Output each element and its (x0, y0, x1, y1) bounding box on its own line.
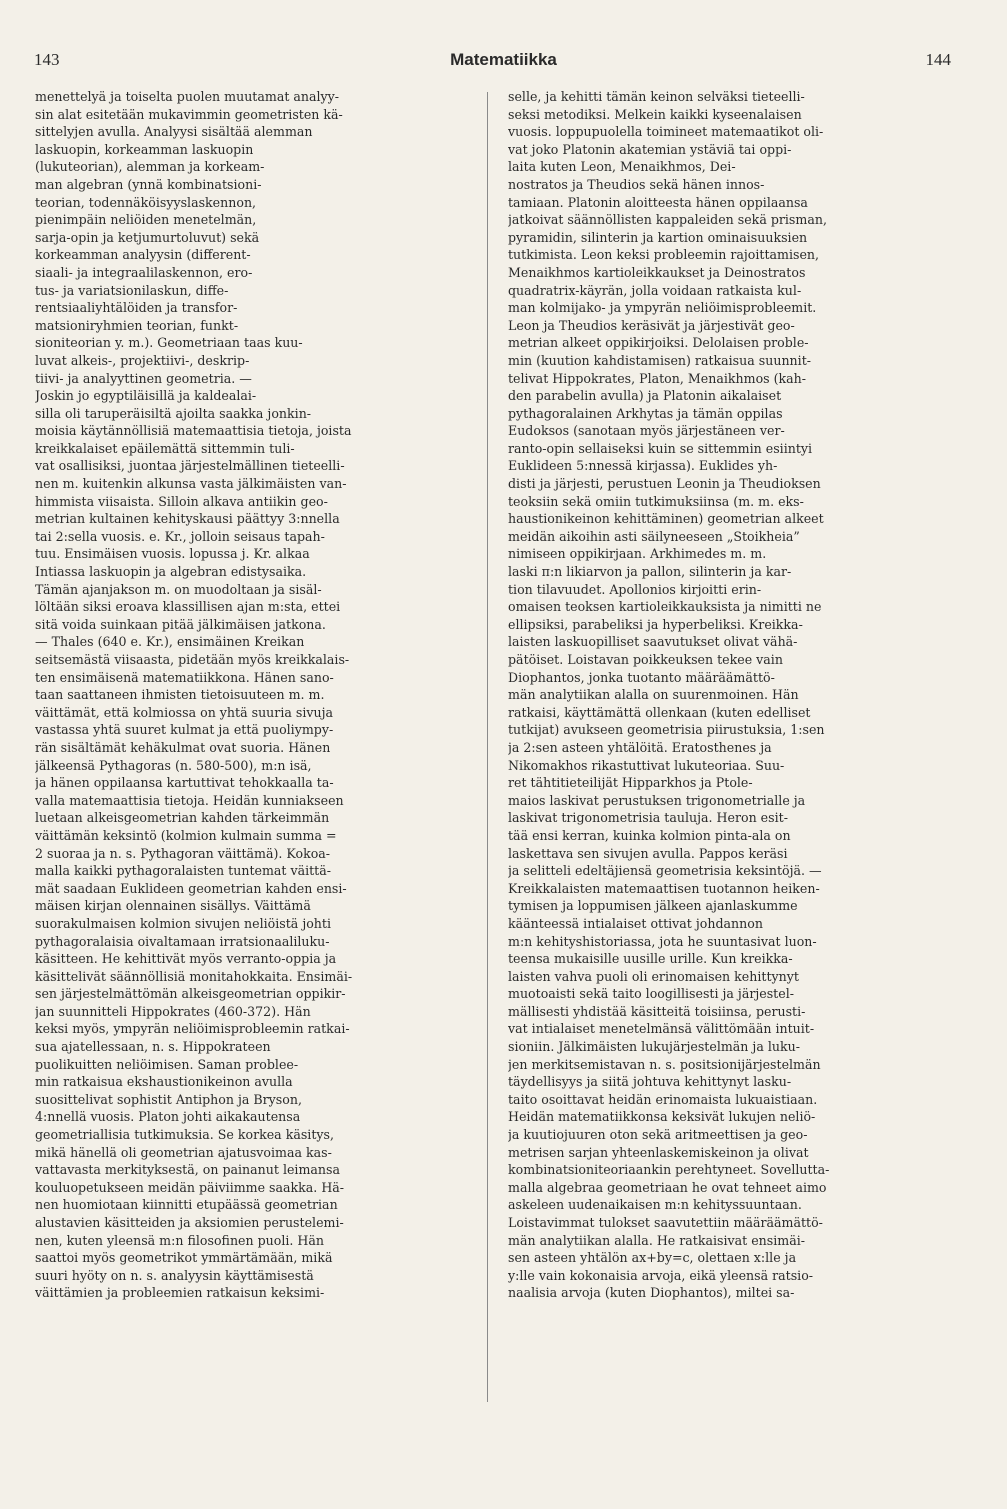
text-line: ja kuutiojuuren oton sekä aritmeettisen ja geo- (508, 1127, 808, 1143)
text-line: Euklideen 5:nnessä kirjassa). Euklides yh- (508, 458, 778, 474)
text-line: suosittelivat sophistit Antiphon ja Bryson, (35, 1091, 302, 1107)
text-line: 2 suoraa ja n. s. Pythagoran väittämä). Kokoa- (35, 845, 331, 861)
text-line: m:n kehityshistoriassa, jota he suuntasivat luon- (508, 933, 817, 949)
text-line: Nikomakhos rikastuttivat lukuteoriaa. Suu- (508, 757, 785, 773)
text-line: Loistavimmat tulokset saavutettiin määräämättö- (508, 1215, 823, 1230)
text-line: sioniteorian y. m.). Geometriaan taas kuu- (35, 335, 303, 351)
text-line: seitsemästä viisaasta, pidetään myös kreikkalais- (35, 652, 350, 667)
text-line: vuosis. loppupuolella toimineet matemaatikot oli- (508, 124, 824, 140)
text-line: malla algebraa geometriaan he ovat tehneet aimo (508, 1179, 827, 1195)
text-line: käsitteen. He kehittivät myös verranto-oppia ja (35, 951, 337, 967)
column-divider (487, 92, 488, 1402)
text-line: nen, kuten yleensä m:n filosofinen puoli. Hän (35, 1232, 325, 1248)
text-line: pyramidin, silinterin ja kartion ominaisuuksien (508, 229, 808, 245)
text-line: sitä voida suinkaan pitää jälkimäisen jatkona. (35, 616, 326, 632)
text-line: valla matemaattisia tietoja. Heidän kunniakseen (35, 792, 344, 808)
text-line: nen huomiotaan kiinnitti etupäässä geometrian (35, 1197, 338, 1213)
text-line: ten ensimäisenä matematiikkona. Hänen sano- (35, 669, 334, 685)
text-line: muotoaisti sekä taito loogillisesti ja järjestel- (508, 986, 794, 1002)
text-line: män analytiikan alalla on suurenmoinen. Hän (508, 687, 799, 703)
text-line: Heidän matematiikkonsa keksivät lukujen neliö- (508, 1109, 816, 1125)
text-line: sin alat esitetään mukavimmin geometristen kä- (35, 106, 343, 122)
text-line: laskettava sen sivujen avulla. Pappos keräsi (508, 845, 788, 861)
text-line: vastassa yhtä suuret kulmat ja että puoliympy- (35, 722, 334, 738)
text-line: meidän aikoihin asti säilyneeseen „Stoikheia” (508, 528, 800, 544)
text-line: ranto-opin sellaiseksi kuin se sittemmin esiintyi (508, 440, 813, 456)
text-line: naalisia arvoja (kuten Diophantos), miltei sa- (508, 1285, 795, 1301)
text-line: pythagoralainen Arkhytas ja tämän oppilas (508, 405, 783, 421)
text-line: ja selitteli edeltäjiensä geometrisia keksintöjä. — (508, 863, 822, 879)
text-line: kouluopetukseen meidän päiviimme saakka. Hä- (35, 1179, 345, 1195)
text-line: geometriallisia tutkimuksia. Se korkea käsitys, (35, 1127, 334, 1143)
text-line: Kreikkalaisten matemaattisen tuotannon heiken- (508, 880, 820, 896)
text-line: min ratkaisua ekshaustionikeinon avulla (35, 1074, 293, 1090)
text-line: Eudoksos (sanotaan myös järjestäneen ver- (508, 423, 785, 439)
text-line: luvat alkeis-, projektiivi-, deskrip- (35, 352, 250, 368)
text-line: mällisesti yhdistää käsitteitä toisiinsa, perusti- (508, 1003, 806, 1019)
text-line: mät saadaan Euklideen geometrian kahden ensi- (35, 880, 347, 896)
text-line: rän sisältämät kehäkulmat ovat suoria. Hänen (35, 739, 331, 755)
text-line: Diophantos, jonka tuotanto määräämättö- (508, 669, 775, 685)
text-line: kombinatsioniteoriaankin perehtyneet. Sovellutta- (508, 1162, 830, 1178)
text-line: metrian alkeet oppikirjoiksi. Delolaisen proble- (508, 335, 809, 351)
text-line: alustavien käsitteiden ja aksiomien perustelemi- (35, 1215, 344, 1230)
text-line: vat joko Platonin akatemian ystäviä tai oppi- (508, 141, 792, 157)
text-line: teoksiin sekä omiin tutkimuksiinsa (m. m. eks- (508, 493, 804, 509)
text-line: vat osallisiksi, juontaa järjestelmällinen tieteelli- (35, 458, 345, 474)
text-line: teorian, todennäköisyyslaskennon, (35, 194, 257, 210)
text-line: käänteessä intialaiset ottivat johdannon (508, 915, 763, 931)
text-line: mikä hänellä oli geometrian ajatusvoimaa kas- (35, 1144, 332, 1160)
text-line: tutkijat) avukseen geometrisia piirustuksia, 1:sen (508, 722, 825, 738)
text-line: metrian kultainen kehityskausi päättyy 3:nnella (35, 511, 340, 527)
text-line: maios laskivat perustuksen trigonometrialle ja (508, 792, 806, 808)
text-line: pätöiset. Loistavan poikkeuksen tekee vain (508, 652, 783, 667)
text-line: quadratrix-käyrän, jolla voidaan ratkaista kul- (508, 282, 802, 298)
text-line: den parabelin avulla) ja Platonin aikalaiset (508, 388, 782, 404)
text-line: sioniin. Jälkimäisten lukujärjestelmän ja luku- (508, 1039, 800, 1055)
text-line: väittämät, että kolmiossa on yhtä suuria sivuja (35, 704, 333, 720)
text-line: löltään siksi eroava klassillisen ajan m:sta, ettei (35, 599, 341, 615)
text-line: ret tähtitieteilijät Hipparkhos ja Ptole- (508, 775, 753, 791)
text-line: sarja-opin ja ketjumurtoluvut) sekä (35, 229, 260, 245)
text-line: tuu. Ensimäisen vuosis. lopussa j. Kr. alkaa (35, 546, 310, 562)
text-line: selle, ja kehitti tämän keinon selväksi tieteelli- (508, 89, 805, 104)
right-text-column (508, 88, 948, 1302)
text-line: sen järjestelmättömän alkeisgeometrian oppikir- (35, 986, 346, 1002)
text-line: sen asteen yhtälön ax+by=c, olettaen x:lle ja (508, 1250, 797, 1266)
text-line: siaali- ja integraalilaskennon, ero- (35, 264, 253, 280)
text-line: ja hänen oppilaansa kartuttivat tehokkaalla ta- (35, 775, 334, 791)
text-line: silla oli taruperäisiltä ajoilta saakka jonkin- (35, 405, 312, 421)
text-line: teensa mukaisille uusille urille. Kun kreikka- (508, 951, 793, 967)
running-title: Matematiikka (450, 50, 557, 69)
text-line: Tämän ajanjakson m. on muodoltaan ja sisäl- (35, 581, 322, 597)
text-line: Leon ja Theudios keräsivät ja järjestivät geo- (508, 317, 795, 333)
text-line: sittelyjen avulla. Analyysi sisältää alemman (35, 124, 313, 140)
text-line: ellipsiksi, parabeliksi ja hyperbeliksi. Kreikka- (508, 616, 803, 632)
text-line: suuri hyöty on n. s. analyysin käyttämisestä (35, 1267, 314, 1283)
text-line: nostratos ja Theudios sekä hänen innos- (508, 176, 765, 192)
text-line: korkeamman analyysin (different- (35, 247, 251, 263)
text-line: (lukuteorian), alemman ja korkeam- (35, 159, 265, 175)
text-line: tus- ja variatsionilaskun, diffe- (35, 282, 229, 298)
text-line: keksi myös, ympyrän neliöimisprobleemin ratkai- (35, 1021, 350, 1037)
text-line: metrisen sarjan yhteenlaskemiskeinon ja olivat (508, 1144, 809, 1160)
text-line: taan saattaneen ihmisten tietoisuuteen m. m. (35, 687, 325, 703)
text-line: disti ja järjesti, perustuen Leonin ja Theudioksen (508, 476, 821, 492)
text-line: jen merkitsemistavan n. s. positsionijärjestelmän (508, 1056, 821, 1072)
text-line: väittämien ja probleemien ratkaisun keksimi- (35, 1285, 325, 1301)
text-line: man algebran (ynnä kombinatsioni- (35, 176, 262, 192)
text-line: laisten vahva puoli oli erinomaisen kehittynyt (508, 968, 799, 984)
text-line: tymisen ja loppumisen jälkeen ajanlaskumme (508, 898, 798, 914)
text-line: tamiaan. Platonin aloitteesta hänen oppilaansa (508, 194, 808, 210)
text-line: man kolmijako- ja ympyrän neliöimisprobleemit. (508, 300, 817, 316)
text-line: käsittelivät säännöllisiä monitahokkaita. Ensimäi- (35, 968, 353, 984)
text-line: tää ensi kerran, kuinka kolmion pinta-ala on (508, 827, 791, 843)
text-line: laskivat trigonometrisia tauluja. Heron esit- (508, 810, 788, 826)
text-line: malla kaikki pythagoralaisten tuntemat väittä- (35, 863, 332, 879)
text-line: vattavasta merkityksestä, on painanut leimansa (35, 1162, 340, 1178)
text-line: laita kuten Leon, Menaikhmos, Dei- (508, 159, 736, 175)
text-line: min (kuution kahdistamisen) ratkaisua suunnit- (508, 352, 812, 368)
text-line: matsioniryhmien teorian, funkt- (35, 317, 239, 333)
text-line: omaisen teoksen kartioleikkauksista ja nimitti ne (508, 599, 822, 615)
text-line: nen m. kuitenkin alkunsa vasta jälkimäisten van- (35, 476, 347, 492)
text-line: tion tilavuudet. Apollonios kirjoitti erin- (508, 581, 762, 597)
text-line: y:lle vain kokonaisia arvoja, eikä yleensä ratsio- (508, 1267, 814, 1283)
text-line: Intiassa laskuopin ja algebran edistysaika. (35, 564, 307, 580)
text-line: telivat Hippokrates, Platon, Menaikhmos (kah- (508, 370, 807, 386)
text-line: tiivi- ja analyyttinen geometria. — (35, 370, 252, 386)
page-header (0, 50, 1007, 74)
text-line: sua ajatellessaan, n. s. Hippokrateen (35, 1039, 271, 1055)
text-line: — Thales (640 e. Kr.), ensimäinen Kreikan (35, 634, 305, 650)
text-line: nimiseen oppikirjaan. Arkhimedes m. m. (508, 546, 767, 562)
text-line: saattoi myös geometrikot ymmärtämään, mikä (35, 1250, 333, 1266)
text-line: täydellisyys ja siitä johtuva kehittynyt lasku- (508, 1074, 792, 1090)
text-line: askeleen uudenaikaisen m:n kehityssuuntaan. (508, 1197, 802, 1213)
text-line: Menaikhmos kartioleikkaukset ja Deinostratos (508, 264, 806, 280)
text-line: tutkimista. Leon keksi probleemin rajoittamisen, (508, 247, 820, 263)
text-line: laskuopin, korkeamman laskuopin (35, 141, 254, 157)
text-line: haustionikeinon kehittäminen) geometrian alkeet (508, 511, 824, 527)
text-line: rentsiaaliyhtälöiden ja transfor- (35, 300, 238, 316)
text-line: vat intialaiset menetelmänsä välittömään intuit- (508, 1021, 815, 1037)
left-text-column (35, 88, 475, 1302)
text-line: laski π:n likiarvon ja pallon, silinterin ja kar- (508, 564, 792, 580)
text-line: menettelyä ja toiselta puolen muutamat analyy- (35, 89, 340, 104)
text-line: pythagoralaisia oivaltamaan irratsionaaliluku- (35, 933, 330, 949)
text-line: jan suunnitteli Hippokrates (460-372). Hän (35, 1003, 311, 1019)
text-line: puolikuitten neliöimisen. Saman problee- (35, 1056, 299, 1072)
text-line: ratkaisi, käyttämättä ollenkaan (kuten edelliset (508, 704, 811, 720)
text-line: 4:nnellä vuosis. Platon johti aikakautensa (35, 1109, 301, 1125)
text-line: jälkeensä Pythagoras (n. 580-500), m:n isä, (35, 757, 312, 773)
text-line: mäisen kirjan olennainen sisällys. Väittämä (35, 898, 311, 914)
text-line: tai 2:sella vuosis. e. Kr., jolloin seisaus tapah- (35, 528, 325, 544)
text-line: Joskin jo egyptiläisillä ja kaldealai- (35, 388, 257, 404)
text-line: laisten laskuopilliset saavutukset olivat vähä- (508, 634, 798, 650)
text-line: moisia käytännöllisiä matemaattisia tietoja, joista (35, 423, 352, 439)
text-line: suorakulmaisen kolmion sivujen neliöistä johti (35, 915, 332, 931)
text-line: män analytiikan alalla. He ratkaisivat ensimäi- (508, 1232, 805, 1248)
text-line: jatkoivat säännöllisten kappaleiden sekä prisman, (508, 212, 827, 228)
text-line: kreikkalaiset epäilemättä sittemmin tuli- (35, 440, 295, 456)
text-line: taito osoittavat heidän erinomaista lukuaistiaan. (508, 1091, 818, 1107)
text-line: ja 2:sen asteen yhtälöitä. Eratosthenes ja (508, 739, 772, 755)
text-line: seksi metodiksi. Melkein kaikki kyseenalaisen (508, 106, 802, 122)
text-line: väittämän keksintö (kolmion kulmain summa = (35, 827, 337, 843)
text-line: himmista viisaista. Silloin alkava antiikin geo- (35, 493, 328, 509)
text-line: luetaan alkeisgeometrian kahden tärkeimmän (35, 810, 330, 826)
text-line: pienimpäin neliöiden menetelmän, (35, 212, 257, 228)
page-number-right: 144 (925, 50, 951, 69)
page-number-left: 143 (34, 50, 60, 69)
